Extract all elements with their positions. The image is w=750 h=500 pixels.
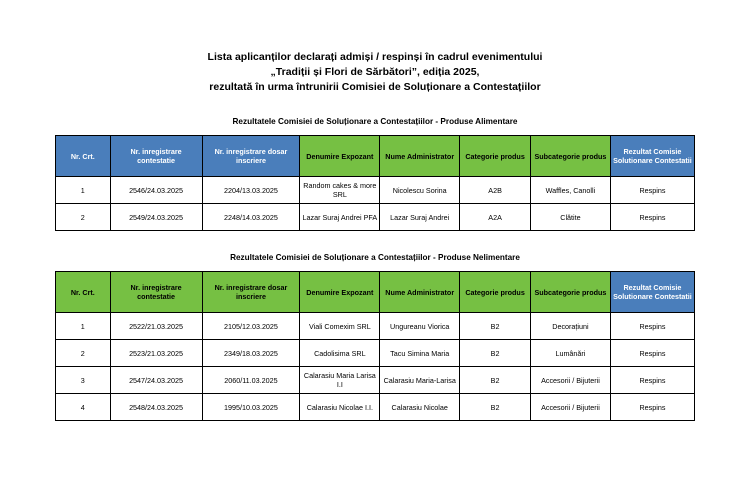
cell-subcategorie-produs: Decorațiuni — [531, 313, 611, 340]
cell-nr-contestatie: 2548/24.03.2025 — [110, 394, 202, 421]
page-title-line-1: Lista aplicanților declarați admiși / respinși în cadrul evenimentului — [207, 51, 543, 63]
cell-nr-crt: 1 — [56, 177, 111, 204]
results-table-alimentare — [55, 135, 695, 231]
cell-rezultat: Respins — [610, 204, 694, 231]
cell-nume-administrator: Tacu Simina Maria — [380, 340, 460, 367]
cell-nume-administrator: Calarasiu Nicolae — [380, 394, 460, 421]
cell-categorie-produs: B2 — [460, 313, 531, 340]
column-header-subcategorie-produs: Subcategorie produs — [531, 272, 611, 313]
column-header-categorie-produs: Categorie produs — [460, 272, 531, 313]
cell-categorie-produs: A2B — [460, 177, 531, 204]
cell-subcategorie-produs: Waffles, Canolli — [531, 177, 611, 204]
cell-nr-crt: 4 — [56, 394, 111, 421]
table-header-nealimentare — [56, 272, 695, 313]
page-title — [55, 50, 695, 95]
cell-nume-administrator: Ungureanu Viorica — [380, 313, 460, 340]
table-row — [56, 177, 695, 204]
column-header-categorie-produs: Categorie produs — [460, 136, 531, 177]
cell-nr-crt: 3 — [56, 367, 111, 394]
cell-rezultat: Respins — [610, 177, 694, 204]
cell-denumire-expozant: Random cakes & more SRL — [300, 177, 380, 204]
cell-nume-administrator: Nicolescu Sorina — [380, 177, 460, 204]
cell-subcategorie-produs: Clătite — [531, 204, 611, 231]
cell-nr-dosar: 2204/13.03.2025 — [202, 177, 300, 204]
page-title-line-2: „Tradiții și Flori de Sărbători”, ediția 2025, — [270, 66, 480, 78]
cell-subcategorie-produs: Lumânări — [531, 340, 611, 367]
table-header-alimentare — [56, 136, 695, 177]
cell-categorie-produs: A2A — [460, 204, 531, 231]
cell-nr-contestatie: 2549/24.03.2025 — [110, 204, 202, 231]
cell-denumire-expozant: Lazar Suraj Andrei PFA — [300, 204, 380, 231]
cell-nr-dosar: 2349/18.03.2025 — [202, 340, 300, 367]
table-row — [56, 204, 695, 231]
column-header-nr-inregistrare-dosar: Nr. inregistrare dosar inscriere — [202, 272, 300, 313]
cell-nr-contestatie: 2546/24.03.2025 — [110, 177, 202, 204]
cell-rezultat: Respins — [610, 313, 694, 340]
table-row — [56, 367, 695, 394]
table-body-alimentare — [56, 177, 695, 231]
cell-categorie-produs: B2 — [460, 367, 531, 394]
cell-nr-crt: 1 — [56, 313, 111, 340]
cell-categorie-produs: B2 — [460, 394, 531, 421]
cell-nr-dosar: 2105/12.03.2025 — [202, 313, 300, 340]
cell-denumire-expozant: Calarasiu Maria Larisa I.I — [300, 367, 380, 394]
column-header-nr-crt: Nr. Crt. — [56, 272, 111, 313]
cell-rezultat: Respins — [610, 367, 694, 394]
results-table-nealimentare — [55, 271, 695, 421]
cell-nr-dosar: 1995/10.03.2025 — [202, 394, 300, 421]
column-header-nr-crt: Nr. Crt. — [56, 136, 111, 177]
cell-nr-crt: 2 — [56, 204, 111, 231]
cell-rezultat: Respins — [610, 394, 694, 421]
cell-rezultat: Respins — [610, 340, 694, 367]
cell-nr-crt: 2 — [56, 340, 111, 367]
table-row — [56, 340, 695, 367]
cell-nr-dosar: 2060/11.03.2025 — [202, 367, 300, 394]
cell-nume-administrator: Lazar Suraj Andrei — [380, 204, 460, 231]
column-header-denumire-expozant: Denumire Expozant — [300, 136, 380, 177]
column-header-rezultat-comisie: Rezultat Comisie Solutionare Contestatii — [610, 136, 694, 177]
table-row — [56, 313, 695, 340]
cell-denumire-expozant: Calarasiu Nicolae I.I. — [300, 394, 380, 421]
table-body-nealimentare — [56, 313, 695, 421]
cell-denumire-expozant: Viali Comexim SRL — [300, 313, 380, 340]
section-heading-nealimentare: Rezultatele Comisiei de Soluționare a Contestațiilor - Produse Nelimentare — [230, 253, 520, 262]
cell-denumire-expozant: Cadolisima SRL — [300, 340, 380, 367]
cell-nr-contestatie: 2547/24.03.2025 — [110, 367, 202, 394]
table-header-row — [56, 272, 695, 313]
cell-nume-administrator: Calarasiu Maria-Larisa — [380, 367, 460, 394]
page-title-line-3: rezultată în urma întrunirii Comisiei de Soluționare a Contestațiilor — [209, 81, 541, 93]
column-header-denumire-expozant: Denumire Expozant — [300, 272, 380, 313]
column-header-nume-administrator: Nume Administrator — [380, 136, 460, 177]
column-header-nr-inregistrare-dosar: Nr. inregistrare dosar inscriere — [202, 136, 300, 177]
cell-subcategorie-produs: Accesorii / Bijuterii — [531, 367, 611, 394]
column-header-nume-administrator: Nume Administrator — [380, 272, 460, 313]
column-header-nr-inregistrare-contestatie: Nr. inregistrare contestatie — [110, 136, 202, 177]
column-header-rezultat-comisie: Rezultat Comisie Solutionare Contestatii — [610, 272, 694, 313]
column-header-nr-inregistrare-contestatie: Nr. inregistrare contestatie — [110, 272, 202, 313]
cell-subcategorie-produs: Accesorii / Bijuterii — [531, 394, 611, 421]
cell-categorie-produs: B2 — [460, 340, 531, 367]
column-header-subcategorie-produs: Subcategorie produs — [531, 136, 611, 177]
cell-nr-contestatie: 2523/21.03.2025 — [110, 340, 202, 367]
section-heading-alimentare: Rezultatele Comisiei de Soluționare a Contestațiilor - Produse Alimentare — [232, 117, 518, 126]
table-row — [56, 394, 695, 421]
table-header-row — [56, 136, 695, 177]
cell-nr-dosar: 2248/14.03.2025 — [202, 204, 300, 231]
cell-nr-contestatie: 2522/21.03.2025 — [110, 313, 202, 340]
